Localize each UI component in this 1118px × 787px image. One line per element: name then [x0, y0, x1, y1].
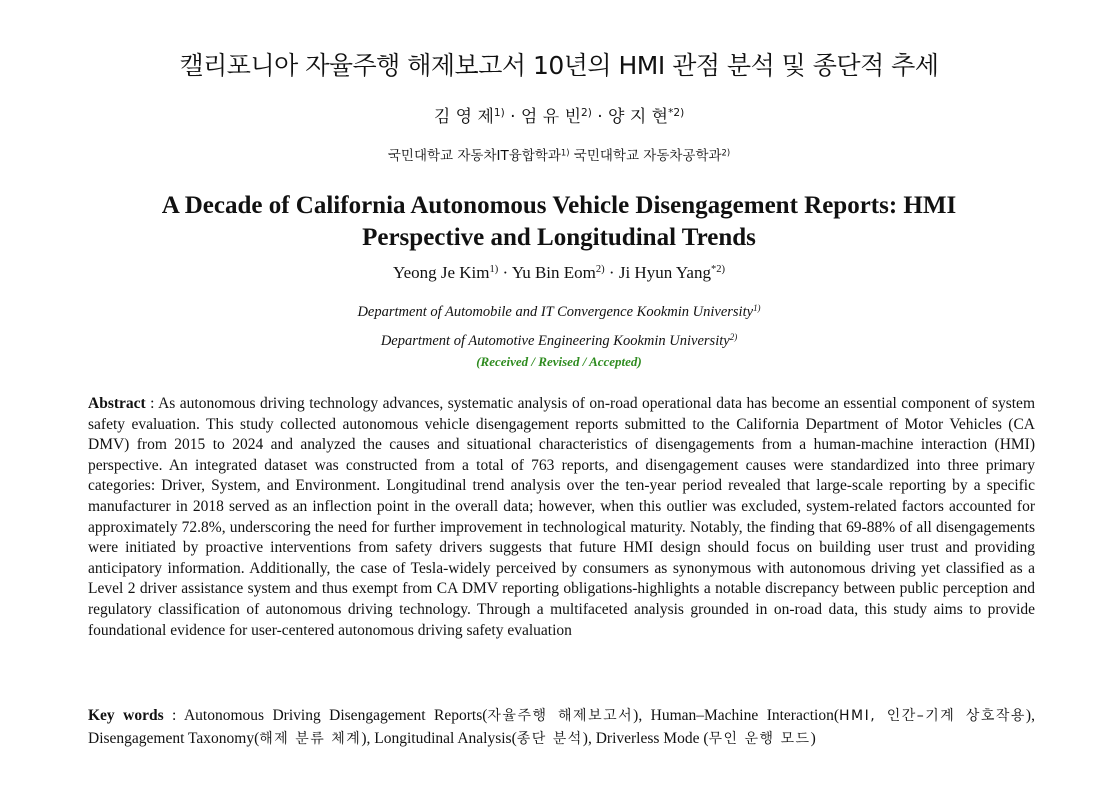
english-title-line: A Decade of California Autonomous Vehicle Disengagement Reports: HMI: [161, 192, 957, 219]
korean-affiliations: [0, 144, 1118, 164]
keyword-item: Human–Machine Interaction(HMI, 인간–기계 상호작용),: [650, 707, 1035, 724]
author-separator: ·: [498, 263, 512, 282]
english-affiliation: Department of Automotive Engineering Kookmin University: [380, 333, 730, 349]
korean-title: 캘리포니아 자율주행 해제보고서 10년의 HMI 관점 분석 및 종단적 추세: [179, 51, 939, 80]
korean-author-name: 김 영 제: [433, 107, 494, 127]
author-separator: ·: [591, 107, 609, 127]
keyword-item: Longitudinal Analysis(종단 분석),: [374, 729, 596, 747]
keyword-korean: 종단 분석: [516, 730, 583, 747]
affiliation-marker: 1): [560, 147, 570, 158]
english-affiliation: Department of Automobile and IT Convergence Kookmin University: [357, 304, 754, 320]
korean-author-name: 엄 유 빈: [520, 107, 581, 127]
english-title: [0, 190, 1118, 254]
keyword-english: Disengagement Taxonomy: [88, 729, 255, 747]
affiliation-marker: 2): [729, 332, 738, 343]
keyword-korean: HMI, 인간–기계 상호작용: [839, 708, 1026, 724]
keyword-korean: 무인 운행 모드: [708, 730, 811, 747]
korean-authors: [0, 102, 1118, 127]
english-author-name: Ji Hyun Yang: [618, 263, 711, 282]
author-affiliation-marker: 2): [595, 264, 605, 276]
received-dates: (Received / Revised / Accepted): [476, 354, 642, 369]
keyword-item: Autonomous Driving Disengagement Reports(자율주행 해제보고서),: [183, 707, 651, 724]
keyword-korean: 자율주행 해제보고서: [487, 708, 634, 724]
affiliation-marker: 1): [753, 303, 761, 314]
english-title-line: Perspective and Longitudinal Trends: [362, 224, 756, 251]
english-author-name: Yu Bin Eom: [511, 263, 596, 282]
english-authors: [0, 263, 1118, 283]
english-affiliation-1: [0, 304, 1118, 321]
keyword-korean: 해제 분류 체계: [259, 730, 362, 747]
korean-author-name: 양 지 현: [608, 107, 669, 127]
abstract-text: As autonomous driving technology advances, systematic analysis of on-road operational data has become an essential component of system safety evaluation. This study collected autonomous vehicle disengagement reports submitted to the California Department of Motor Vehicles (CA DMV) from 2015 to 2024 and analyzed the causes and situational characteristics of disengagements from a human-machine interaction (HMI) perspective. An integrated dataset was constructed from a total of 763 reports, and disengagement causes were standardized into three primary categories: Driver, System, and Environment. Longitudinal trend analysis over the ten-year period revealed that large-scale reporting by a specific manufacturer in 2018 served as an inflection point in the overall data; however, when this outlier was excluded, system-related factors accounted for approximately 72.8%, underscoring the need for further improvement in technological maturity. Notably, the finding that 69-88% of all disengagements were initiated by proactive interventions from safety drivers suggests that future HMI design should focus on building user trust and providing anticipatory information. Additionally, the case of Tesla-widely perceived by consumers as synonymous with autonomous driving yet classified as a Level 2 driver assistance system and thus exempt from CA DMV reporting obligations-highlights a notable discrepancy between public perception and regulatory classification of autonomous driving technology. Through a multifaceted analysis grounded in on-road data, this study aims to provide foundational evidence for user-centered autonomous driving safety evaluation: [88, 395, 1035, 639]
english-author-name: Yeong Je Kim: [393, 263, 490, 282]
keyword-english: Autonomous Driving Disengagement Reports: [183, 707, 483, 724]
keywords: [88, 705, 1035, 750]
author-affiliation-marker: *2): [668, 107, 685, 120]
korean-affiliation: 국민대학교 자동차IT융합학과: [387, 148, 561, 164]
keywords-label: Key words: [88, 707, 164, 724]
author-separator: ·: [604, 263, 619, 282]
keyword-english: Driverless Mode: [595, 729, 704, 747]
abstract-separator: :: [145, 395, 159, 412]
author-affiliation-marker: 1): [493, 107, 505, 120]
english-affiliation-2: [0, 333, 1118, 350]
author-affiliation-marker: 1): [489, 264, 499, 276]
affiliation-marker: 2): [721, 147, 731, 158]
abstract: [88, 394, 1035, 641]
keyword-english: Human–Machine Interaction: [650, 707, 834, 724]
keyword-english: Longitudinal Analysis: [374, 729, 512, 747]
keyword-item: Disengagement Taxonomy(해제 분류 체계),: [88, 729, 375, 747]
keywords-separator: :: [163, 707, 184, 724]
korean-affiliation: 국민대학교 자동차공학과: [573, 148, 722, 164]
author-separator: ·: [504, 107, 521, 127]
author-affiliation-marker: 2): [581, 107, 592, 120]
abstract-label: Abstract: [88, 395, 146, 412]
author-affiliation-marker: *2): [710, 264, 725, 276]
keyword-item: Driverless Mode (무인 운행 모드): [595, 729, 816, 747]
